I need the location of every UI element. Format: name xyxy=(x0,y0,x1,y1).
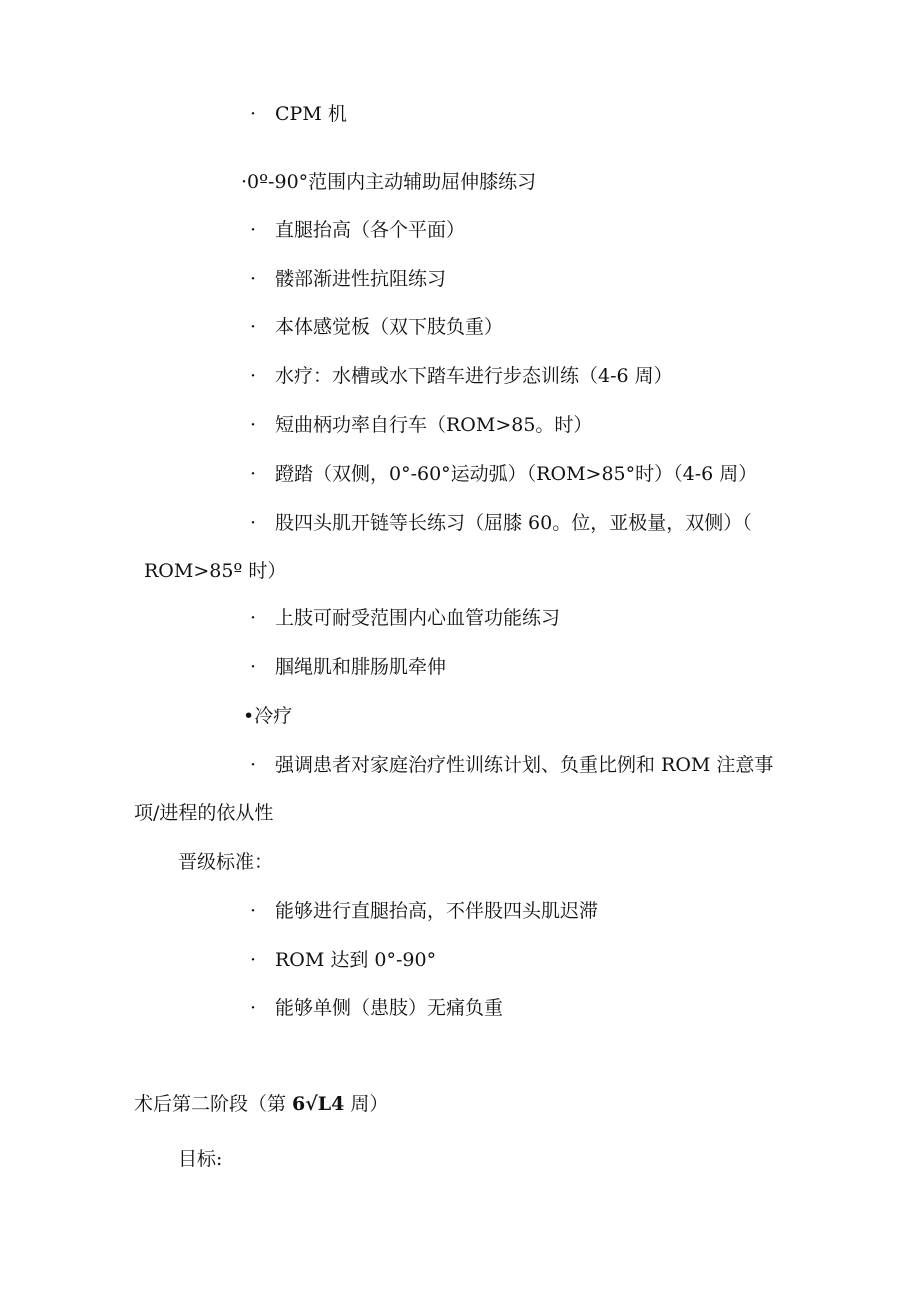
criteria-text: 能够进行直腿抬高，不伴股四头肌迟滞 xyxy=(275,900,599,922)
section-heading-weeks: 6√L4 xyxy=(292,1093,345,1115)
criteria-text: 能够单侧（患肢）无痛负重 xyxy=(275,997,504,1019)
item-text: 短曲柄功率自行车（ROM>85。时） xyxy=(275,414,593,436)
item-text: 本体感觉板（双下肢负重） xyxy=(275,316,504,338)
bullet: · xyxy=(249,754,257,776)
item-text: 股四头肌开链等长练习（屈膝 60。位，亚极量，双侧）（ xyxy=(275,512,752,534)
item-text: 髅部渐进性抗阻练习 xyxy=(275,268,447,290)
bullet: · xyxy=(249,268,257,290)
bullet: · xyxy=(249,997,257,1019)
item-text: 强调患者对家庭治疗性训练计划、负重比例和 ROM 注意事 xyxy=(275,754,774,776)
bullet: · xyxy=(249,414,257,436)
section-heading-suffix: 周） xyxy=(344,1093,389,1115)
bullet: · xyxy=(249,103,257,125)
criteria-label: 晋级标准： xyxy=(178,851,274,873)
item-text: ROM>85º 时） xyxy=(144,560,287,582)
bullet: · xyxy=(249,512,257,534)
goal-label: 目标: xyxy=(178,1148,223,1170)
bullet: · xyxy=(249,607,257,629)
item-text: •冷疗 xyxy=(243,705,293,727)
item-text: 直腿抬高（各个平面） xyxy=(275,219,466,241)
item-text: 水疗：水槽或水下踏车进行步态训练（4-6 周） xyxy=(275,365,673,387)
item-text: CPM 机 xyxy=(275,103,347,125)
bullet: · xyxy=(249,949,257,971)
item-text: ·0º-90°范围内主动辅助屈伸膝练习 xyxy=(241,171,537,193)
bullet: · xyxy=(249,219,257,241)
bullet: · xyxy=(249,316,257,338)
item-text: 上肢可耐受范围内心血管功能练习 xyxy=(275,607,561,629)
section-heading-prefix: 术后第二阶段（第 xyxy=(134,1093,293,1115)
item-text: 蹬踏（双侧，0°-60°运动弧）（ROM>85°时）（4-6 周） xyxy=(275,463,758,485)
criteria-text: ROM 达到 0°-90° xyxy=(275,949,437,971)
section-heading xyxy=(134,1092,388,1116)
item-text: 腘绳肌和腓肠肌牵伸 xyxy=(275,656,447,678)
bullet: · xyxy=(249,365,257,387)
bullet: · xyxy=(249,656,257,678)
bullet: · xyxy=(249,900,257,922)
bullet: · xyxy=(249,463,257,485)
item-text: 项/进程的依从性 xyxy=(134,802,274,824)
